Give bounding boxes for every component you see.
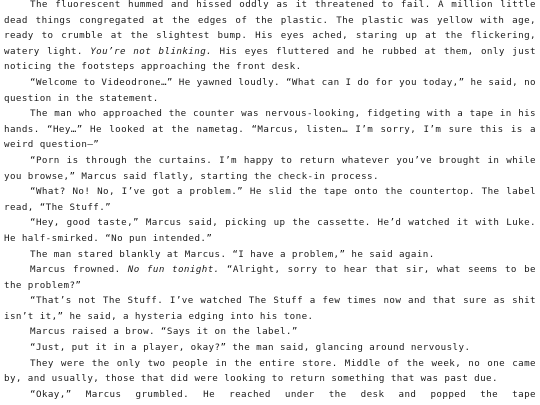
paragraph	[4, 324, 536, 340]
paragraph	[4, 215, 536, 246]
paragraph	[4, 106, 536, 153]
paragraph-text: “Okay,” Marcus grumbled. He reached under the desk and popped the tape	[30, 388, 536, 400]
paragraph	[4, 340, 536, 356]
paragraph-text: The man stared blankly at Marcus. “I have a problem,” he said again.	[30, 248, 435, 260]
paragraph-text: Marcus frowned.	[30, 264, 128, 276]
paragraph	[4, 387, 536, 403]
italic-thought: You’re not blinking.	[90, 45, 213, 57]
paragraph	[4, 153, 536, 184]
paragraph-text: They were the only two people in the entire store. Middle of the week, no one came by, and usually, those that did were looking to return something that was past due.	[4, 357, 536, 385]
paragraph-text: His eyes fluttered and he rubbed at them, only just noticing the footsteps approaching the front desk.	[4, 45, 536, 73]
paragraph	[4, 262, 536, 293]
paragraph-text: The fluorescent hummed and hissed oddly as it threatened to fail. A million little dead things congregated at the edges of the plastic. The plastic was yellow with age, ready to crumble at the slightest bump. His eyes ached, staring up at the flickering, watery light.	[4, 0, 536, 57]
paragraph-text: “Hey, good taste,” Marcus said, picking up the cassette. He’d watched it with Luke. He half-smirked. “No pun intended.”	[4, 217, 536, 244]
paragraph-text: Marcus raised a brow. “Says it on the label.”	[30, 326, 298, 338]
paragraph	[4, 356, 536, 387]
paragraph-text: “What? No! No, I’ve got a problem.” He slid the tape onto the countertop. The label read, “The Stuff.”	[4, 186, 536, 213]
document-page	[4, 0, 536, 402]
paragraph-text: The man who approached the counter was nervous-looking, fidgeting with a tape in his hands. “Hey…” He looked at the nametag. “Marcus, listen… I’m sorry, I’m sure this is a weird question—”	[4, 108, 536, 151]
paragraph	[4, 75, 536, 106]
paragraph-text: “Welcome to Videodrone…” He yawned loudly. “What can I do for you today,” he said, no question in the statement.	[4, 76, 536, 104]
italic-thought: No fun tonight.	[127, 264, 220, 276]
paragraph-text: “Porn is through the curtains. I’m happy to return whatever you’ve brought in while you browse,” Marcus said flatly, starting the check-in process.	[4, 154, 536, 182]
paragraph-text: “That’s not The Stuff. I’ve watched The Stuff a few times now and that sure as shit isn’t it,” he said, a hysteria edging into his tone.	[4, 295, 536, 322]
paragraph	[4, 293, 536, 324]
paragraph	[4, 184, 536, 215]
paragraph	[4, 247, 536, 263]
paragraph-text: “Just, put it in a player, okay?” the man said, glancing around nervously.	[30, 342, 471, 354]
paragraph-text: “Alright, sorry to hear that sir, what seems to be the problem?”	[4, 264, 536, 291]
paragraph	[4, 0, 536, 75]
